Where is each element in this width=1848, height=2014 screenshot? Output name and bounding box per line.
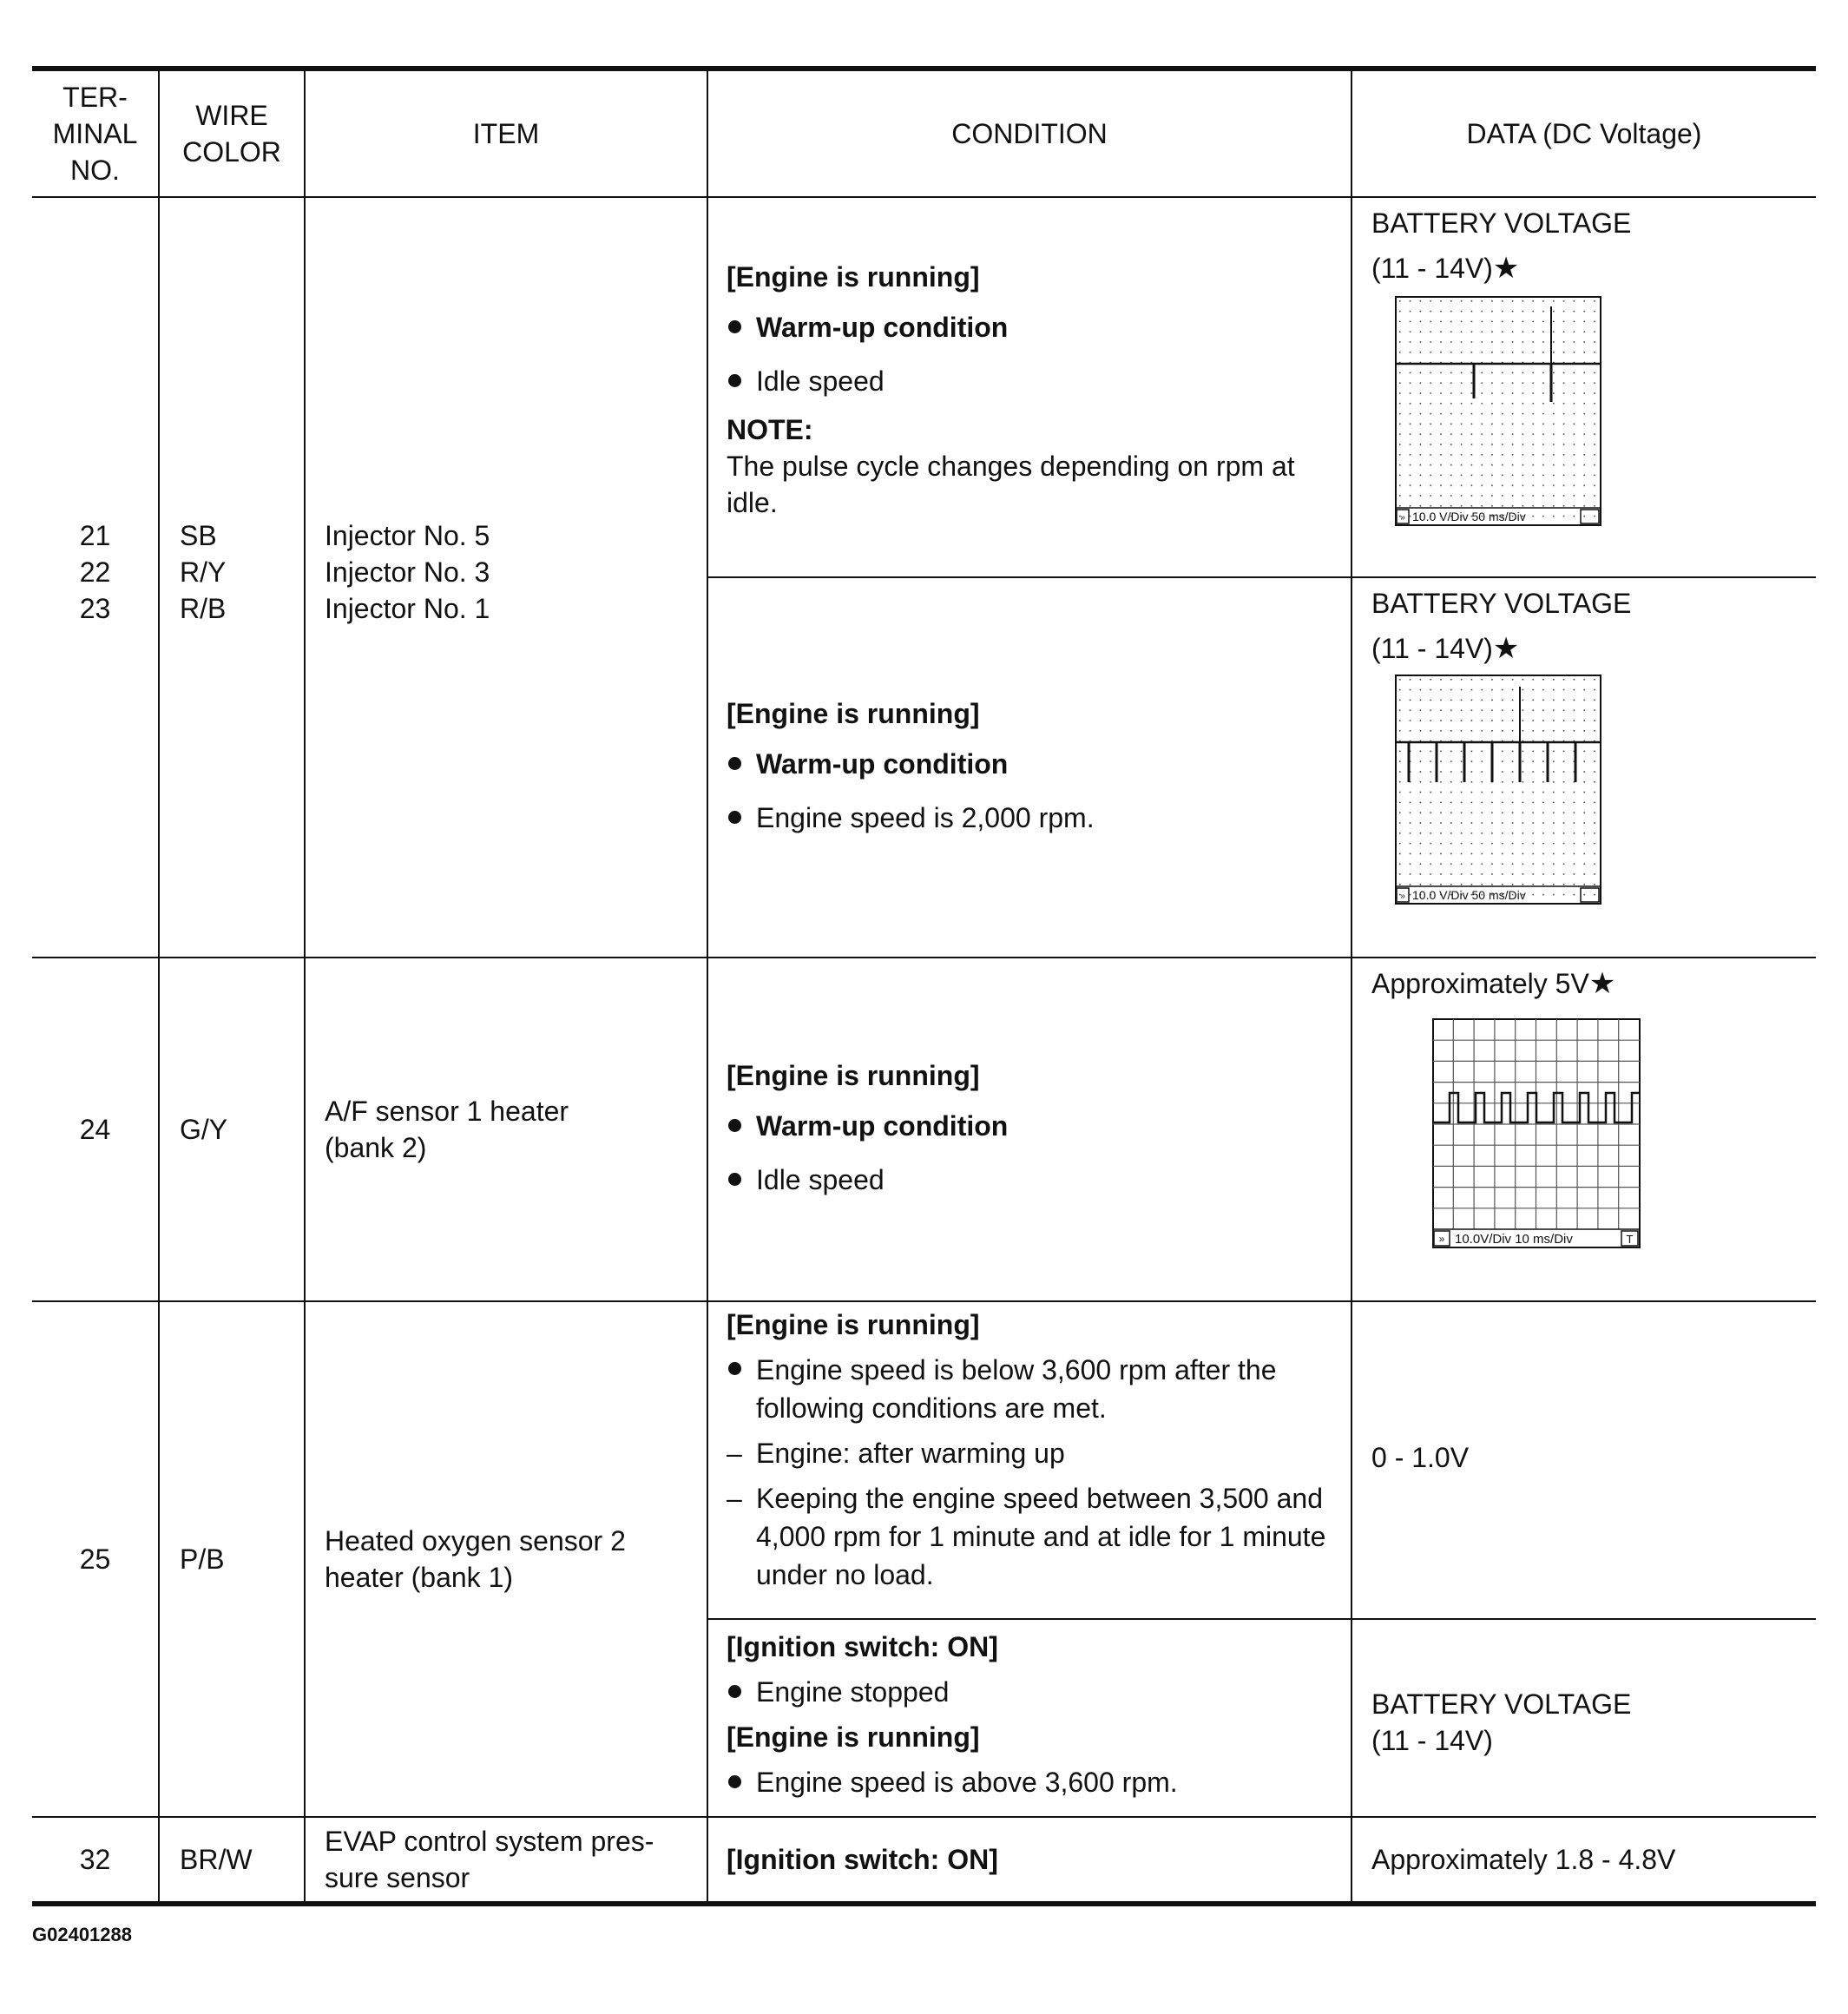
wire-color: G/Y	[180, 1114, 228, 1145]
item-name: Injector No. 5	[325, 520, 490, 551]
scope-scale-label: 10.0 V/Div 50 ms/Div	[1412, 510, 1526, 523]
item-name: Heated oxygen sensor 2	[325, 1525, 626, 1557]
condition-bullet: Engine speed is below 3,600 rpm after the following conditions are met.	[727, 1351, 1347, 1427]
wire-color: BR/W	[180, 1844, 253, 1875]
ho2-terminal-number	[32, 1302, 158, 1816]
condition-heading: [Ignition switch: ON]	[727, 1844, 998, 1875]
wire-color: R/Y	[180, 556, 227, 588]
evap-data	[1371, 1818, 1805, 1901]
data-value: Approximately 1.8 - 4.8V	[1371, 1844, 1676, 1875]
ho2-wire-color	[180, 1302, 301, 1816]
condition-heading: [Engine is running]	[727, 261, 980, 293]
injector-data-idle	[1371, 198, 1805, 286]
injector-terminal-numbers	[32, 517, 158, 627]
header-item	[306, 71, 707, 196]
header-terminal-line: MINAL	[52, 118, 138, 149]
item-name: heater (bank 1)	[325, 1562, 514, 1593]
header-terminal	[32, 71, 158, 196]
evap-wire-color	[180, 1818, 301, 1901]
condition-bullet: Warm-up condition	[727, 309, 1347, 346]
condition-heading: [Engine is running]	[727, 1060, 980, 1091]
header-item-label: ITEM	[472, 118, 540, 149]
injector-condition-2000rpm	[727, 578, 1347, 957]
column-rule	[304, 66, 306, 1903]
note-heading: NOTE:	[727, 414, 813, 445]
terminal-number: 23	[79, 593, 111, 624]
column-rule	[707, 66, 708, 1903]
item-name: Injector No. 1	[325, 593, 490, 624]
star-icon: ★	[1492, 632, 1520, 665]
wire-color: P/B	[180, 1543, 225, 1575]
svg-text:»: »	[1400, 513, 1405, 523]
note-text: The pulse cycle changes depending on rpm at idle.	[727, 451, 1295, 518]
terminal-number: 24	[79, 1114, 111, 1145]
data-range: (11 - 14V)	[1371, 633, 1493, 664]
condition-heading: [Engine is running]	[727, 698, 980, 729]
data-range: (11 - 14V)	[1371, 1725, 1493, 1756]
svg-text:»: »	[1438, 1233, 1445, 1245]
condition-bullet: Warm-up condition	[727, 746, 1347, 782]
ho2-condition-2	[727, 1620, 1347, 1809]
data-value: BATTERY VOLTAGE	[1371, 1688, 1632, 1720]
af-terminal-number	[32, 958, 158, 1300]
af-data	[1371, 958, 1805, 1002]
ho2-condition-1	[727, 1302, 1347, 1601]
injector-wire-colors	[180, 517, 301, 627]
condition-bullet: Idle speed	[727, 363, 1347, 399]
injector-condition-idle	[727, 198, 1347, 576]
ho2-item	[325, 1302, 698, 1816]
header-condition	[708, 71, 1351, 196]
item-name: sure sensor	[325, 1862, 470, 1893]
item-name: Injector No. 3	[325, 556, 490, 588]
injector-items	[325, 517, 698, 627]
terminal-number: 22	[79, 556, 111, 588]
header-terminal-line: TER-	[62, 82, 128, 113]
item-name: (bank 2)	[325, 1132, 427, 1163]
af-item	[325, 958, 698, 1300]
header-wire-line: COLOR	[182, 136, 281, 168]
star-icon: ★	[1492, 252, 1520, 285]
terminal-number: 32	[79, 1844, 111, 1875]
wire-color: R/B	[180, 593, 227, 624]
injector-idle-waveform	[1395, 296, 1601, 526]
item-name: EVAP control system pres-	[325, 1826, 654, 1857]
injector-data-2000rpm	[1371, 578, 1805, 667]
data-value: BATTERY VOLTAGE	[1371, 207, 1632, 239]
figure-code: G02401288	[32, 1924, 132, 1945]
svg-text:»: »	[1400, 892, 1405, 901]
header-data	[1352, 71, 1816, 196]
injector-2000rpm-waveform	[1395, 675, 1601, 905]
ho2-data-1	[1371, 1439, 1805, 1476]
data-value: 0 - 1.0V	[1371, 1442, 1470, 1473]
condition-bullet: Engine speed is above 3,600 rpm.	[727, 1764, 1347, 1800]
condition-dash: – Keeping the engine speed between 3,500 and 4,000 rpm for 1 minute and at idle for 1 minute under no load.	[727, 1479, 1347, 1594]
star-icon: ★	[1588, 967, 1616, 1000]
condition-dash: – Engine: after warming up	[727, 1434, 1347, 1472]
scope-scale-label: 10.0 V/Div 50 ms/Div	[1412, 888, 1526, 902]
condition-bullet: Warm-up condition	[727, 1108, 1347, 1144]
scope-trigger-label: T	[1626, 1233, 1634, 1246]
table-bottom-rule	[32, 1901, 1816, 1906]
header-wire-color	[160, 71, 304, 196]
evap-condition	[727, 1818, 1347, 1901]
column-rule	[1351, 66, 1352, 1903]
evap-item	[325, 1818, 698, 1901]
ho2-data-2	[1371, 1686, 1805, 1759]
terminal-number: 25	[79, 1543, 111, 1575]
data-range: (11 - 14V)	[1371, 253, 1493, 284]
data-value: BATTERY VOLTAGE	[1371, 588, 1632, 619]
header-terminal-line: NO.	[70, 155, 120, 186]
af-wire-color	[180, 958, 301, 1300]
condition-bullet: Engine speed is 2,000 rpm.	[727, 800, 1347, 836]
column-rule	[158, 66, 160, 1903]
wire-color: SB	[180, 520, 217, 551]
condition-bullet: Engine stopped	[727, 1674, 1347, 1710]
condition-bullet: Idle speed	[727, 1162, 1347, 1198]
condition-heading: [Ignition switch: ON]	[727, 1631, 998, 1662]
evap-terminal-number	[32, 1818, 158, 1901]
terminal-table	[32, 66, 1816, 1906]
af-heater-waveform	[1432, 1018, 1641, 1248]
data-value: Approximately 5V	[1371, 968, 1589, 999]
af-condition	[727, 958, 1347, 1300]
condition-heading: [Engine is running]	[727, 1309, 980, 1340]
condition-heading: [Engine is running]	[727, 1721, 980, 1753]
header-wire-line: WIRE	[195, 100, 268, 131]
header-data-label: DATA (DC Voltage)	[1466, 118, 1702, 149]
scope-scale-label: 10.0V/Div 10 ms/Div	[1455, 1232, 1573, 1247]
item-name: A/F sensor 1 heater	[325, 1096, 569, 1127]
header-condition-label: CONDITION	[951, 118, 1108, 149]
terminal-number: 21	[79, 520, 111, 551]
